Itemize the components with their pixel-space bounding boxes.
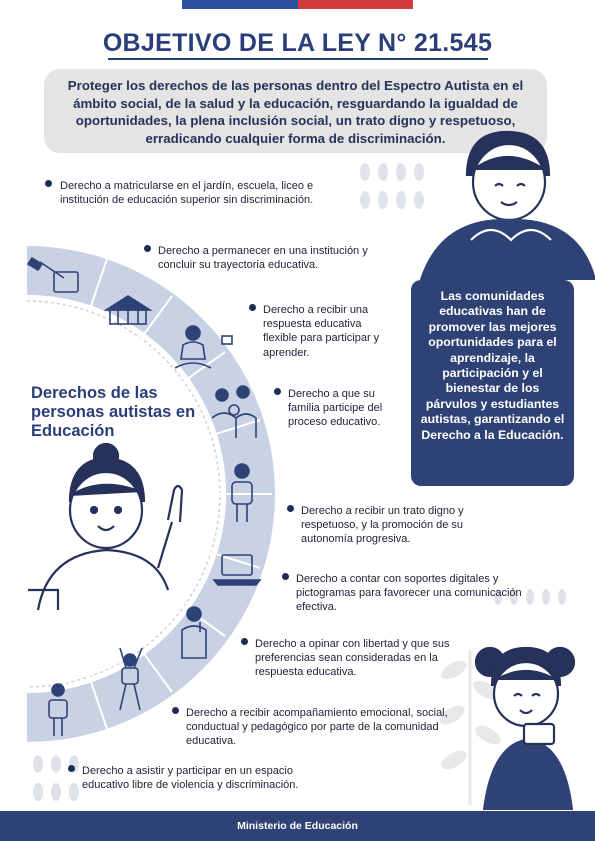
right-bullet — [274, 388, 281, 395]
girl-pointing-illustration-icon — [18, 440, 218, 615]
right-item-9: Derecho a asistir y participar en un espacio educativo libre de violencia y discriminación. — [82, 765, 299, 792]
right-bullet — [172, 707, 179, 714]
right-bullet — [282, 573, 289, 580]
right-item-2: Derecho a permanecer en una institución y concluir su trayectoria educativa. — [158, 245, 368, 272]
right-item-4: Derecho a que su familia participe del proceso educativo. — [288, 388, 383, 429]
right-bullet — [241, 638, 248, 645]
section-title: Derechos de las personas autistas en Educación — [31, 384, 196, 440]
right-bullet — [45, 180, 52, 187]
right-item-6: Derecho a contar con soportes digitales y pictogramas para favorecer una comunicación efectiva. — [296, 573, 522, 614]
right-item-7: Derecho a opinar con libertad y que sus preferencias sean consideradas en la respuesta educativa. — [255, 638, 450, 679]
flag-bar-red — [298, 0, 414, 9]
right-bullet — [68, 765, 75, 772]
objective-panel: Proteger los derechos de las personas dentro del Espectro Autista en el ámbito social, de la salud y la educación, resguardando la igualdad de oportunidades, la plena inclusión social, un trato digno y respetuoso, erradicando cualquier forma de discriminación. — [44, 69, 547, 153]
callout-box: Las comunidades educativas han de promover las mejores oportunidades para el aprendizaje, la participación y el bienestar de los párvulos y estudiantes autistas, garantizando el Derecho a la Educación. — [411, 280, 574, 486]
right-item-1: Derecho a matricularse en el jardín, escuela, liceo e institución de educación superior sin discriminación. — [60, 180, 314, 207]
right-bullet — [287, 505, 294, 512]
page-title: OBJETIVO DE LA LEY N° 21.545 — [102, 29, 493, 57]
footer-ministry: Ministerio de Educación — [0, 811, 595, 841]
girl-with-box-illustration-icon — [470, 640, 590, 812]
boy-illustration-icon — [415, 130, 595, 280]
right-item-3: Derecho a recibir una respuesta educativa flexible para participar y aprender. — [263, 304, 380, 359]
right-item-8: Derecho a recibir acompañamiento emocional, social, conductual y pedagógico por parte de la comunidad educativa. — [186, 707, 448, 748]
right-bullet — [249, 304, 256, 311]
right-item-5: Derecho a recibir un trato digno y respetuoso, y la promoción de su autonomía progresiva. — [301, 505, 464, 546]
right-bullet — [144, 245, 151, 252]
